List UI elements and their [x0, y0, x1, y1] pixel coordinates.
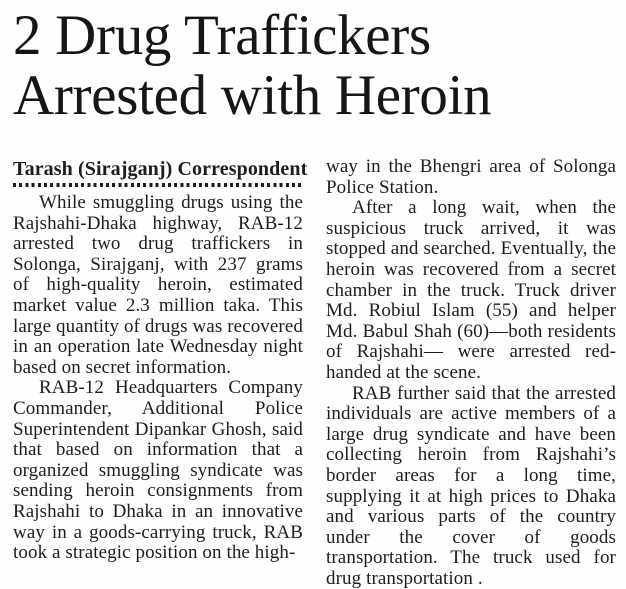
article-column-left	[13, 157, 308, 589]
article-headline: 2 Drug Traffickers Arrested with Heroin	[13, 4, 492, 127]
article-byline: Tarash (Sirajganj) Correspondent	[13, 158, 308, 180]
article-paragraph: RAB-12 Headquarters Company Commander, Additional Police Superintendent Dipankar Ghosh, said that based on information that a organized smuggling syndicate was sending heroin consignments from Rajshahi to Dhaka in an innovative way in a goods-carrying truck, RAB took a strategic position on the high-	[13, 377, 303, 564]
byline-dotted-rule	[13, 183, 303, 187]
article-paragraph: RAB further said that the arrested individuals are active members of a large drug syndicate and have been collecting heroin from Rajshahi’s border areas for a long time, supplying it at high prices to Dhaka and various parts of the country under the cover of goods transportation. The truck used for drug transportation .	[326, 382, 616, 589]
article-paragraph: While smuggling drugs using the Rajshahi-Dhaka highway, RAB-12 arrested two drug traffickers in Solonga, Sirajganj, with 237 grams of high-quality heroin, estimated market value 2.3 million taka. This large quantity of drugs was recovered in an operation late Wednesday night based on secret information.	[13, 192, 303, 378]
article-paragraph: After a long wait, when the suspicious truck arrived, it was stopped and searched. Eventually, the heroin was recovered from a secret chamber in the truck. Truck driver Md. Robiul Islam (55) and helper Md. Babul Shah (60)—both residents of Rajshahi— were arrested red-handed at the scene.	[326, 197, 616, 383]
article-columns	[13, 157, 614, 589]
article-column-right	[326, 157, 616, 589]
article-paragraph-continuation: way in the Bhengri area of Solonga Police Station.	[326, 156, 616, 198]
